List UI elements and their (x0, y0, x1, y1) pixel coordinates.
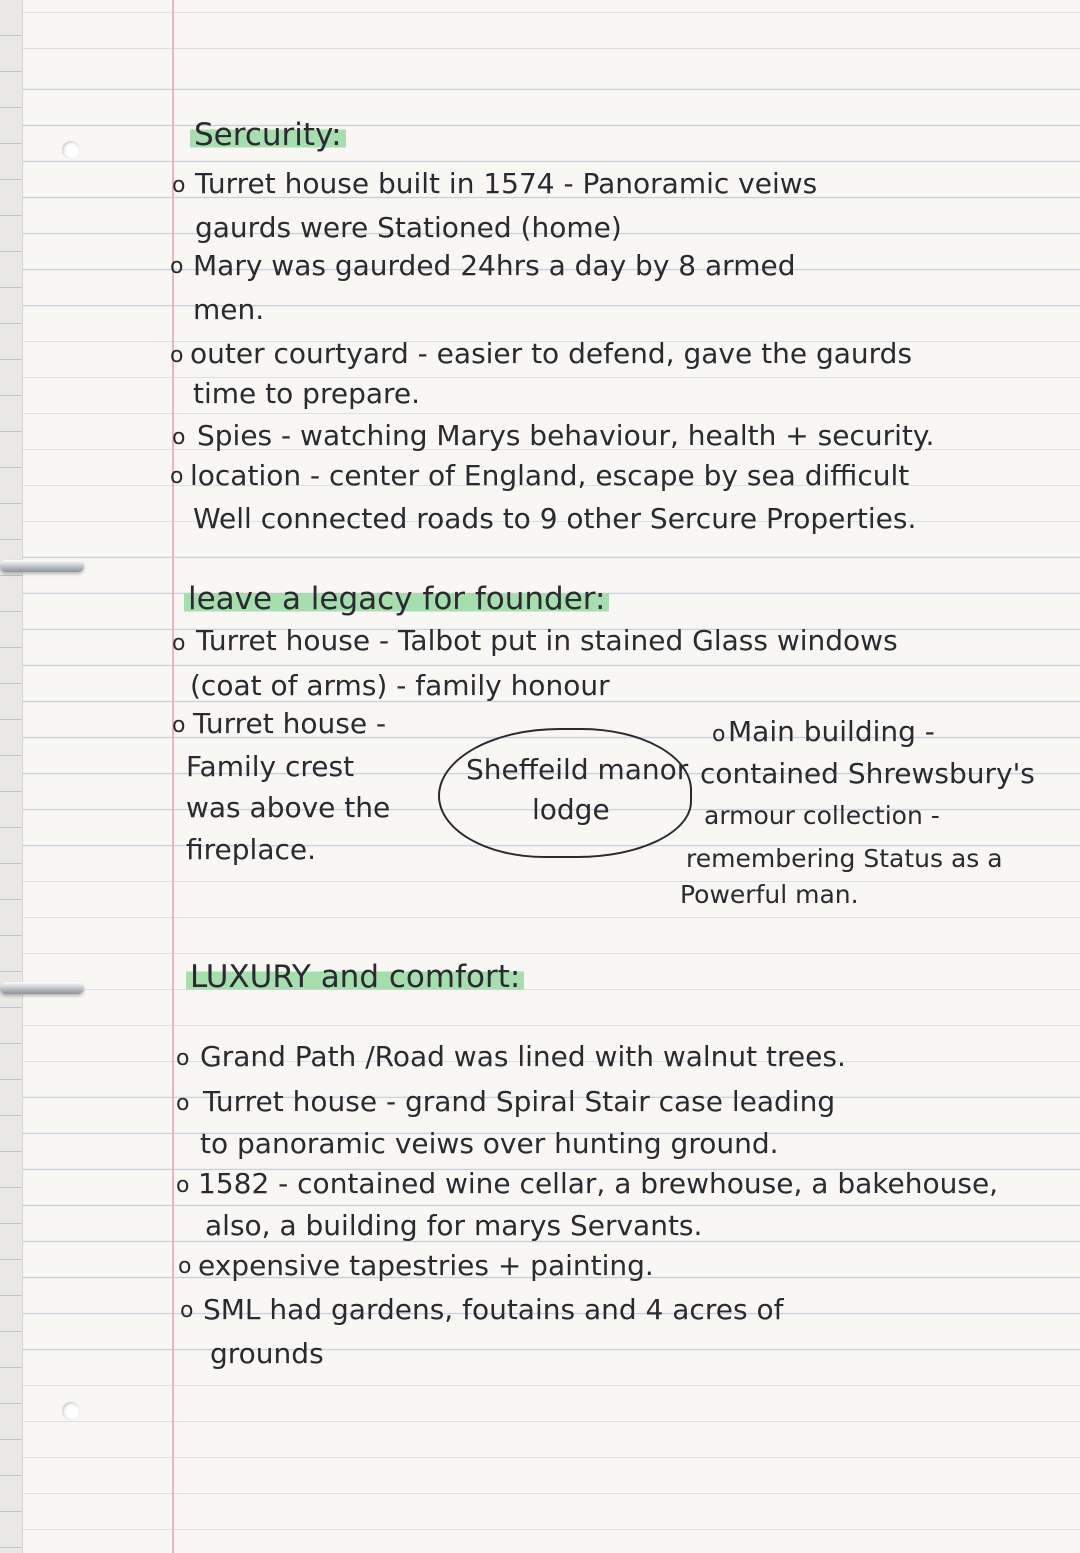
bullet-symbol: o (178, 1254, 192, 1279)
binder-ring (0, 982, 84, 994)
security-line-9: Well connected roads to 9 other Sercure Properties. (193, 502, 917, 535)
security-line-1: Turret house built in 1574 - Panoramic veiws (195, 167, 818, 200)
legacy-heading: leave a legacy for founder: (184, 584, 609, 615)
luxury-line-1: Grand Path /Road was lined with walnut trees. (200, 1040, 846, 1073)
main-note-5: Powerful man. (680, 880, 859, 909)
turret-note-3: was above the (186, 791, 391, 824)
main-note-4: remembering Status as a (686, 844, 1003, 873)
security-line-3: Mary was gaurded 24hrs a day by 8 armed (193, 249, 796, 282)
luxury-heading: LUXURY and comfort: (186, 962, 524, 993)
bullet-symbol: o (180, 1298, 194, 1323)
bullet-symbol: o (172, 173, 186, 198)
luxury-line-3: to panoramic veiws over hunting ground. (200, 1127, 779, 1160)
bullet-symbol: o (172, 425, 186, 450)
margin-line (172, 0, 174, 1553)
bullet-symbol: o (170, 254, 184, 279)
security-line-8: location - center of England, escape by sea difficult (190, 459, 910, 492)
legacy-line-1: Turret house - Talbot put in stained Glass windows (196, 624, 898, 657)
main-note-3: armour collection - (704, 801, 940, 830)
security-heading: Sercurity: (190, 120, 346, 151)
security-line-5: outer courtyard - easier to defend, gave the gaurds (190, 337, 913, 370)
luxury-line-6: expensive tapestries + painting. (198, 1249, 654, 1282)
security-line-2: gaurds were Stationed (home) (195, 211, 622, 244)
cloud-text-1: Sheffeild manor (466, 753, 689, 786)
luxury-line-5: also, a building for marys Servants. (205, 1209, 703, 1242)
turret-note-4: fireplace. (186, 833, 316, 866)
main-note-2: contained Shrewsbury's (700, 757, 1035, 790)
binder-ring (0, 560, 84, 572)
luxury-line-7: SML had gardens, foutains and 4 acres of (203, 1293, 784, 1326)
luxury-line-8: grounds (210, 1337, 324, 1370)
bullet-symbol: o (176, 1173, 190, 1198)
bullet-symbol: o (712, 722, 726, 747)
cloud-text-2: lodge (532, 793, 610, 826)
luxury-line-2: Turret house - grand Spiral Stair case leading (203, 1085, 836, 1118)
luxury-line-4: 1582 - contained wine cellar, a brewhouse, a bakehouse, (198, 1167, 999, 1200)
bullet-symbol: o (176, 1046, 190, 1071)
bullet-symbol: o (176, 1091, 190, 1116)
security-line-4: men. (193, 293, 265, 326)
bullet-symbol: o (170, 464, 184, 489)
punch-hole (62, 1402, 80, 1420)
turret-note-2: Family crest (186, 750, 355, 783)
bullet-symbol: o (172, 631, 186, 656)
punch-hole (62, 141, 80, 159)
bullet-symbol: o (170, 343, 184, 368)
security-line-7: Spies - watching Marys behaviour, health + security. (197, 419, 935, 452)
turret-note-1: Turret house - (193, 707, 387, 740)
main-note-1: Main building - (728, 715, 935, 748)
page-edge-strip (0, 0, 23, 1553)
bullet-symbol: o (172, 713, 186, 738)
security-line-6: time to prepare. (193, 377, 421, 410)
legacy-line-2: (coat of arms) - family honour (190, 669, 610, 702)
